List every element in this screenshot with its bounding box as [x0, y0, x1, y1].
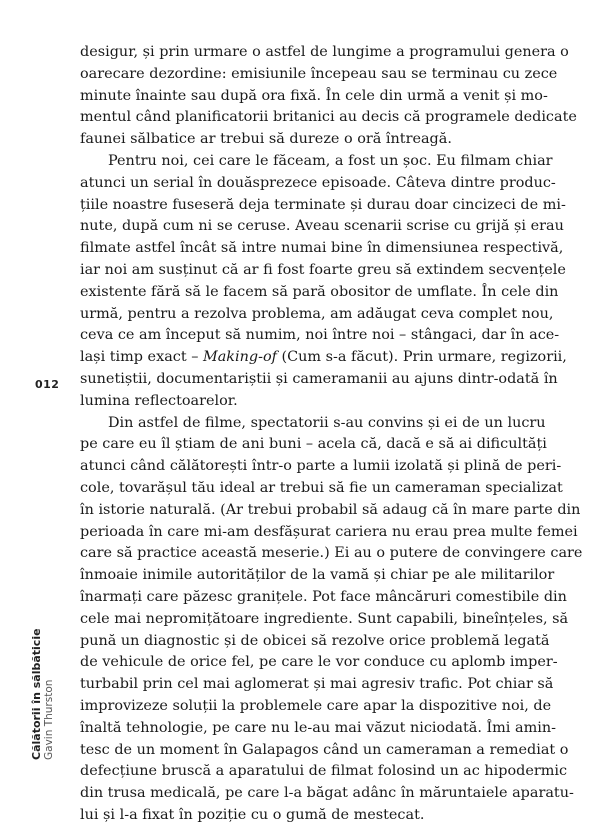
paragraph — [80, 413, 583, 827]
text-line: nute, după cum ni se ceruse. Aveau scenarii scrise cu grijă și erau — [80, 218, 564, 235]
body-text — [80, 42, 583, 827]
text-line: cele mai nepromițătoare ingrediente. Sunt capabili, bineînțeles, să — [80, 610, 569, 627]
text-line: în istorie naturală. (Ar trebui probabil să adaug că în mare parte din — [80, 501, 581, 518]
text-line: desigur, și prin urmare o astfel de lungime a programului genera o — [80, 44, 569, 60]
text-line: Pentru noi, cei care le făceam, a fost un șoc. Eu filmam chiar — [108, 152, 553, 169]
text-line: înmoaie inimile autorităților de la vamă și chiar pe ale militarilor — [80, 567, 555, 584]
text-line: tesc de un moment în Galapagos când un cameraman a remediat o — [80, 741, 569, 758]
text-line: atunci când călătorești într-o parte a lumii izolată și plină de peri- — [80, 458, 562, 475]
text-line: țiile noastre fuseseră deja terminate și durau doar cincizeci de mi- — [80, 196, 566, 213]
text-line: ceva ce am început să numim, noi între noi – stângaci, dar în ace- — [80, 327, 560, 344]
text-line: de vehicule de orice fel, pe care le vor conduce cu aplomb imper- — [80, 654, 558, 671]
text-line: pe care eu îl știam de ani buni – acela că, dacă e să ai dificultăți — [80, 436, 547, 453]
text-line: mentul când planificatorii britanici au decis că programele dedicate — [80, 109, 577, 126]
text-line: cole, tovarășul tău ideal ar trebui să fie un cameraman specializat — [80, 479, 563, 496]
book-title: Călătorii în sălbăticie — [30, 628, 43, 760]
italic-term: Making-of — [202, 349, 277, 366]
text-line: existente fără să le facem să pară obositor de umflate. În cele din — [80, 283, 559, 300]
text-line: atunci un serial în douăsprezece episoade. Câteva dintre produc- — [80, 174, 556, 191]
text-line: filmate astfel încât să intre numai bine în dimensiunea respectivă, — [80, 240, 564, 257]
text-line: oarecare dezordine: emisiunile începeau sau se terminau cu zece — [80, 65, 558, 82]
running-head — [30, 580, 64, 760]
text-line: improvizeze soluții la problemele care apar la dispozitive noi, de — [80, 697, 552, 714]
text-line: defecțiune bruscă a aparatului de filmat folosind un ac hipodermic — [80, 763, 568, 780]
text-line: înaltă tehnologie, pe care nu le-au mai văzut niciodată. Îmi amin- — [80, 719, 556, 736]
text-line: Din astfel de filme, spectatorii s-au convins și ei de un lucru — [108, 414, 546, 431]
text-line: lași timp exact – Making-of (Cum s-a făcut). Prin urmare, regizorii, — [80, 349, 567, 366]
text-line: înarmați care păzesc granițele. Pot face mâncăruri comestibile din — [80, 588, 567, 605]
text-line: pună un diagnostic și de obicei să rezolve orice problemă legată — [80, 632, 550, 649]
text-line: iar noi am susținut că ar fi fost foarte greu să extindem secvențele — [80, 261, 566, 278]
text-line: turbabil prin cel mai aglomerat și mai agresiv trafic. Pot chiar să — [80, 676, 554, 693]
book-author: Gavin Thurston — [43, 679, 55, 760]
text-line: faunei sălbatice ar trebui să dureze o oră întreagă. — [80, 131, 452, 148]
text-line: urmă, pentru a rezolva problema, am adăugat ceva complet nou, — [80, 305, 554, 322]
text-line: perioada în care mi-am desfășurat cariera nu erau prea multe femei — [80, 523, 578, 540]
text-line: sunetiștii, documentariștii și cameramanii au ajuns dintr-odată în — [80, 370, 558, 387]
text-line: lumina reflectoarelor. — [80, 392, 238, 409]
page-number: 012 — [35, 378, 60, 391]
running-head-rotated — [30, 628, 56, 760]
text-line: din trusa medicală, pe care l-a băgat adânc în măruntaiele aparatu- — [80, 785, 574, 802]
paragraph — [80, 42, 577, 151]
text-line: lui și l-a fixat în poziție cu o gumă de mestecat. — [80, 806, 425, 823]
text-line: care să practice această meserie.) Ei au o putere de convingere care — [80, 545, 583, 562]
text-line: minute înainte sau după ora fixă. În cele din urmă a venit și mo- — [80, 87, 548, 104]
paragraph — [80, 151, 567, 413]
